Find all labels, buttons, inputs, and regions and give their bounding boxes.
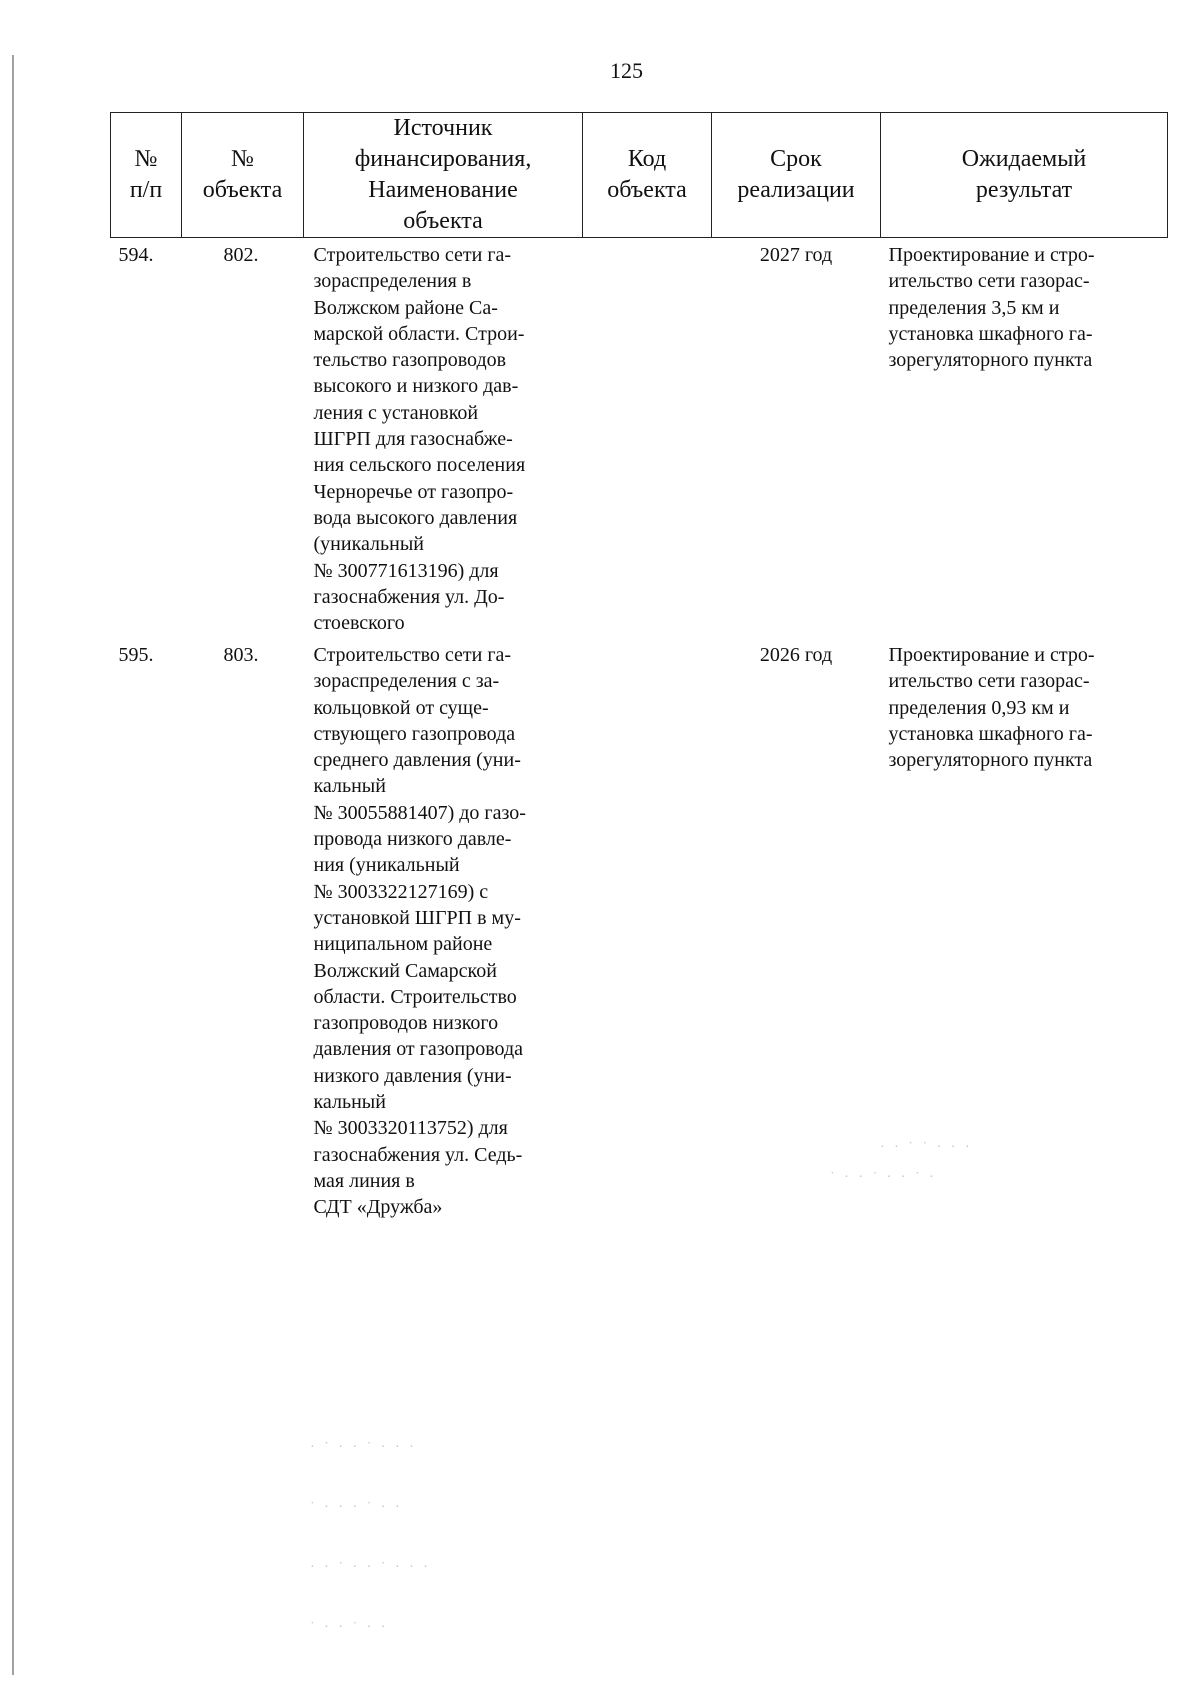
object-number-cell: 803.: [223, 644, 259, 666]
expected-result-cell: Проектирование и стро- ительство сети газорас- пределения 0,93 км и установка шкафного га- зорегуляторного пункта: [888, 644, 1095, 772]
header-expected-result: Ожидаемый результат: [881, 113, 1168, 238]
scan-noise: ˙ · · · ˙ · ·: [310, 1500, 403, 1515]
page-number: 125: [610, 58, 643, 83]
row-number-cell: 594.: [118, 244, 154, 266]
page-left-edge-rule: [12, 55, 14, 1675]
object-number-cell: 802.: [223, 244, 259, 266]
scan-noise: · ˙ · · ˙ · · ·: [310, 1440, 417, 1455]
expected-result-cell: Проектирование и стро- ительство сети газорас- пределения 3,5 км и установка шкафного га- зорегуляторного пункта: [888, 244, 1095, 372]
financing-source-cell: Строительство сети га- зораспределения в Волжском районе Са- марской области. Строи- тельство газопроводов высокого и низкого дав- ления с установкой ШГРП для газоснабже- ния сельского поселения Черноречье от газопро- вода высокого давления (уникальный № 300771613196) для газоснабжения ул. До- стоевского: [313, 244, 526, 635]
implementation-term-cell: 2027 год: [759, 244, 833, 266]
table-row: [111, 238, 1168, 643]
table-header: [111, 113, 1168, 238]
scan-noise: ˙ · · ˙ · · ˙ ·: [830, 1170, 937, 1185]
financing-source-cell: Строительство сети га- зораспределения с за- кольцовкой от суще- ствующего газопровода среднего давления (уни- кальный № 30055881407) до газо- провода низкого давле- ния (уникальный № 3003322127169) с установкой ШГРП в му- ниципальном районе Волжский Самарской области. Строительство газопроводов низкого давления от газопровода низкого давления (уни- кальный № 3003320113752) для газоснабжения ул. Седь- мая линия в СДТ «Дружба»: [313, 644, 526, 1219]
scan-noise: · · ˙ ˙ · · ·: [880, 1140, 973, 1155]
object-code-cell: [583, 642, 712, 1221]
table-row: [111, 642, 1168, 1221]
scan-noise: · · ˙ · · ˙ · · ·: [310, 1560, 431, 1575]
header-object-number: № объекта: [182, 113, 304, 238]
implementation-term-cell: 2026 год: [759, 644, 833, 666]
header-row: [111, 113, 1168, 238]
header-financing-source: Источник финансирования, Наименование объекта: [304, 113, 583, 238]
header-object-code: Код объекта: [583, 113, 712, 238]
header-implementation-term: Срок реализации: [712, 113, 881, 238]
header-row-number: № п/п: [111, 113, 182, 238]
object-code-cell: [583, 238, 712, 643]
row-number-cell: 595.: [118, 644, 154, 666]
scan-noise: ˙ · · ˙ · ·: [310, 1620, 389, 1635]
financing-table: [110, 112, 1168, 1221]
